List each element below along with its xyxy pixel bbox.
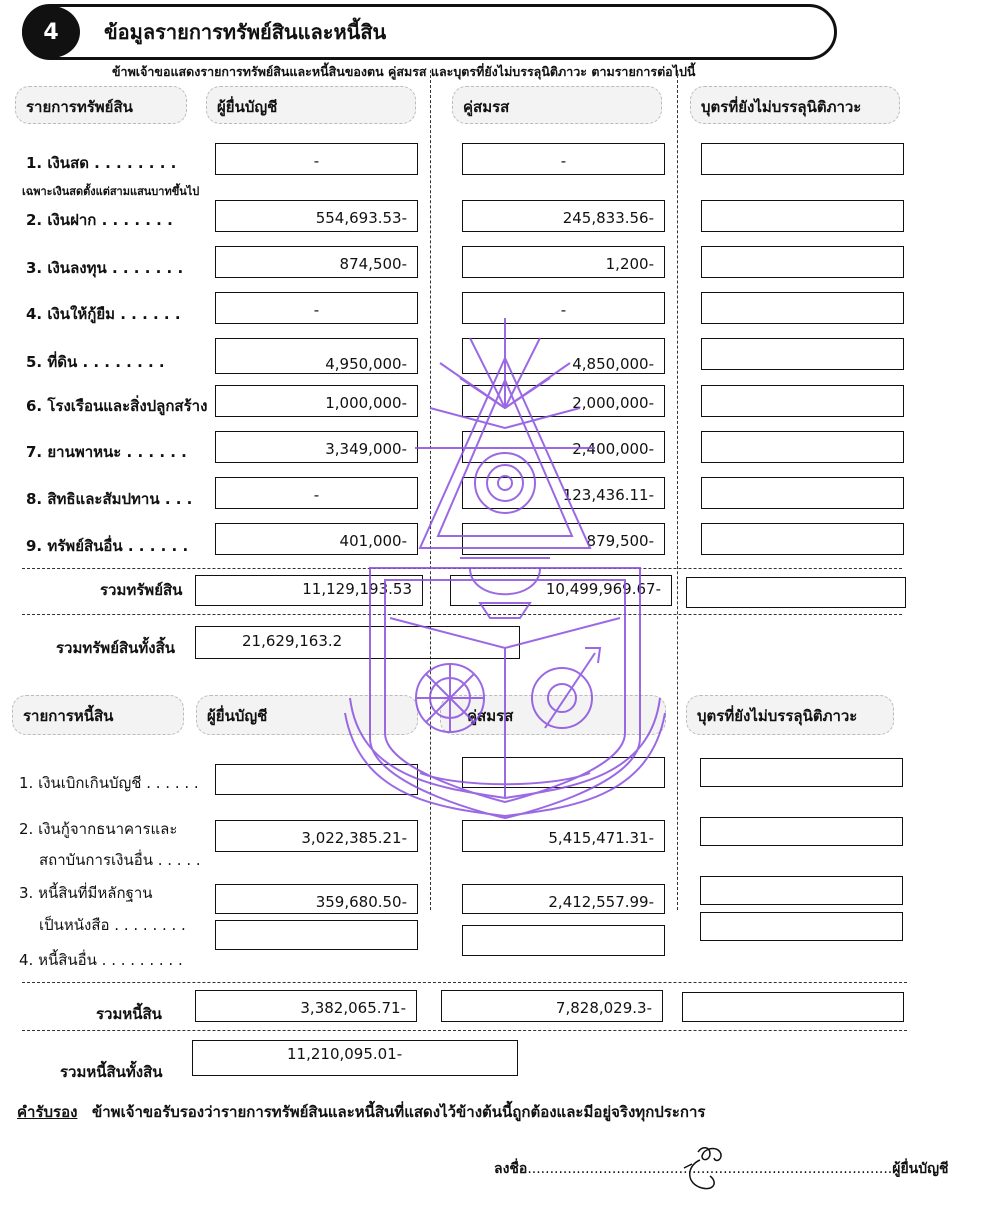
asset-row-label: 5. ที่ดิน . . . . . . . . bbox=[26, 353, 165, 371]
asset-row-label: 8. สิทธิและสัมปทาน . . . bbox=[26, 490, 193, 508]
asset-spouse-value: - bbox=[462, 292, 665, 324]
asset-row-label: 3. เงินลงทุน . . . . . . . bbox=[26, 259, 184, 277]
column-divider bbox=[430, 70, 431, 910]
assets-grand-total-value: 21,629,163.2 bbox=[195, 626, 520, 659]
asset-spouse-value: 245,833.56- bbox=[462, 200, 665, 232]
certification-text: ข้าพเจ้าขอรับรองว่ารายการทรัพย์สินและหนี้สินที่แสดงไว้ข้างต้นนี้ถูกต้องและมีอยู่จริงทุกประการ bbox=[92, 1103, 706, 1121]
asset-child-value bbox=[701, 338, 904, 370]
asset-spouse-value: - bbox=[462, 143, 665, 175]
asset-child-value bbox=[701, 477, 904, 509]
asset-row-label: 6. โรงเรือนและสิ่งปลูกสร้าง bbox=[26, 397, 208, 415]
certification-heading: คำรับรอง bbox=[17, 1103, 78, 1121]
liabilities-grand-total-label: รวมหนี้สินทั้งสิน bbox=[60, 1063, 163, 1081]
liabilities-child-header: บุตรที่ยังไม่บรรลุนิติภาวะ bbox=[686, 695, 894, 735]
asset-filer-value: 401,000- bbox=[215, 523, 418, 555]
section-title: ข้อมูลรายการทรัพย์สินและหนี้สิน bbox=[104, 20, 387, 44]
column-divider bbox=[677, 70, 678, 910]
assets-spouse-header: คู่สมรส bbox=[452, 86, 662, 124]
liability-filer-value bbox=[215, 920, 418, 950]
section-subtitle: ข้าพเจ้าขอแสดงรายการทรัพย์สินและหนี้สินของตน คู่สมรส และบุตรที่ยังไม่บรรลุนิติภาวะ ตามรายการต่อไปนี้ bbox=[112, 64, 696, 79]
asset-spouse-value: 2,400,000- bbox=[462, 431, 665, 463]
asset-child-value bbox=[701, 200, 904, 232]
asset-spouse-value: 123,436.11- bbox=[462, 477, 665, 509]
liability-spouse-value bbox=[462, 757, 665, 788]
liabilities-spouse-header: คู่สมรส bbox=[440, 695, 666, 735]
liability-row-label: 4. หนี้สินอื่น . . . . . . . . . bbox=[19, 951, 183, 969]
liability-filer-value bbox=[215, 764, 418, 795]
asset-filer-value: 3,349,000- bbox=[215, 431, 418, 463]
asset-child-value bbox=[701, 246, 904, 278]
liability-row-label: 3. หนี้สินที่มีหลักฐาน bbox=[19, 884, 153, 902]
liabilities-total-filer: 3,382,065.71- bbox=[195, 990, 417, 1022]
asset-filer-value: - bbox=[215, 477, 418, 509]
liabilities-total-spouse: 7,828,029.3- bbox=[441, 990, 663, 1022]
asset-filer-value: 1,000,000- bbox=[215, 385, 418, 417]
liability-row-label: เป็นหนังสือ . . . . . . . . bbox=[39, 916, 186, 934]
liabilities-grand-total-value: 11,210,095.01- bbox=[192, 1040, 518, 1076]
asset-filer-value: 4,950,000- bbox=[215, 338, 418, 374]
asset-filer-value: 554,693.53- bbox=[215, 200, 418, 232]
liability-row-label: 1. เงินเบิกเกินบัญชี . . . . . . bbox=[19, 774, 199, 792]
assets-total-label: รวมทรัพย์สิน bbox=[100, 581, 183, 599]
liabilities-total-label: รวมหนี้สิน bbox=[96, 1005, 162, 1023]
handwritten-signature bbox=[680, 1138, 740, 1196]
separator bbox=[22, 614, 902, 615]
liability-row-label: 2. เงินกู้จากธนาคารและ bbox=[19, 820, 178, 838]
asset-filer-value: - bbox=[215, 292, 418, 324]
assets-child-header: บุตรที่ยังไม่บรรลุนิติภาวะ bbox=[690, 86, 900, 124]
cash-note: เฉพาะเงินสดตั้งแต่สามแสนบาทขึ้นไป bbox=[22, 185, 200, 198]
liability-child-value bbox=[700, 817, 903, 846]
asset-filer-value: 874,500- bbox=[215, 246, 418, 278]
assets-filer-header: ผู้ยื่นบัญชี bbox=[206, 86, 416, 124]
separator bbox=[22, 982, 907, 983]
asset-row-label: 9. ทรัพย์สินอื่น . . . . . . bbox=[26, 537, 189, 555]
asset-spouse-value: 879,500- bbox=[462, 523, 665, 555]
liabilities-total-child bbox=[682, 992, 904, 1022]
assets-item-header: รายการทรัพย์สิน bbox=[15, 86, 187, 124]
liability-filer-value: 3,022,385.21- bbox=[215, 820, 418, 852]
assets-total-spouse: 10,499,969.67- bbox=[450, 575, 672, 606]
liability-row-label: สถาบันการเงินอื่น . . . . . bbox=[39, 851, 201, 869]
liability-spouse-value: 5,415,471.31- bbox=[462, 820, 665, 852]
asset-child-value bbox=[701, 523, 904, 555]
asset-child-value bbox=[701, 292, 904, 324]
asset-row-label: 4. เงินให้กู้ยืม . . . . . . bbox=[26, 305, 181, 323]
asset-child-value bbox=[701, 431, 904, 463]
liabilities-item-header: รายการหนี้สิน bbox=[12, 695, 184, 735]
asset-child-value bbox=[701, 143, 904, 175]
asset-row-label: 1. เงินสด . . . . . . . . bbox=[26, 154, 177, 172]
liability-child-value bbox=[700, 758, 903, 787]
liability-spouse-value bbox=[462, 925, 665, 956]
asset-child-value bbox=[701, 385, 904, 417]
assets-grand-total-label: รวมทรัพย์สินทั้งสิ้น bbox=[56, 639, 176, 657]
section-number: 4 bbox=[22, 6, 80, 58]
signature-dots: .................................................................................. bbox=[527, 1161, 893, 1177]
asset-row-label: 2. เงินฝาก . . . . . . . bbox=[26, 211, 173, 229]
signature-prefix: ลงชื่อ bbox=[494, 1161, 528, 1177]
asset-row-label: 7. ยานพาหนะ . . . . . . bbox=[26, 443, 187, 461]
liabilities-filer-header: ผู้ยื่นบัญชี bbox=[196, 695, 418, 735]
asset-spouse-value: 4,850,000- bbox=[462, 338, 665, 374]
asset-spouse-value: 2,000,000- bbox=[462, 385, 665, 417]
asset-filer-value: - bbox=[215, 143, 418, 175]
asset-spouse-value: 1,200- bbox=[462, 246, 665, 278]
liability-child-value bbox=[700, 912, 903, 941]
separator bbox=[22, 568, 902, 569]
assets-total-filer: 11,129,193.53 bbox=[195, 575, 423, 606]
assets-total-child bbox=[686, 577, 906, 608]
signature-suffix: ผู้ยื่นบัญชี bbox=[892, 1161, 949, 1177]
separator bbox=[22, 1030, 907, 1031]
liability-filer-value: 359,680.50- bbox=[215, 884, 418, 914]
liability-spouse-value: 2,412,557.99- bbox=[462, 884, 665, 914]
liability-child-value bbox=[700, 876, 903, 905]
